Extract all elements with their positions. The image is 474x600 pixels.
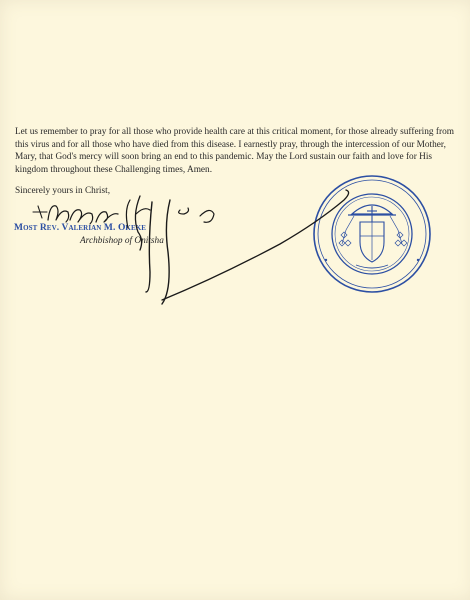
signatory-name: Most Rev. Valerian M. Okeke [14, 223, 147, 233]
letter-closing: Sincerely yours in Christ, [15, 186, 111, 196]
letter-body-paragraph: Let us remember to pray for all those who provide health care at this critical moment, for those already suffering from this virus and for all those who have died from this disease. I earnestly pray, through the intercession of our Mother, Mary, that God's mercy will soon bring an end to this pandemic. May the Lord sustain our faith and love for His kingdom throughout these Challenging times, Amen. [15, 127, 454, 175]
archbishop-seal [304, 170, 444, 300]
page-edge [470, 0, 474, 600]
seal-icon [304, 170, 444, 300]
signatory-title: Archbishop of Onitsha [80, 236, 164, 246]
